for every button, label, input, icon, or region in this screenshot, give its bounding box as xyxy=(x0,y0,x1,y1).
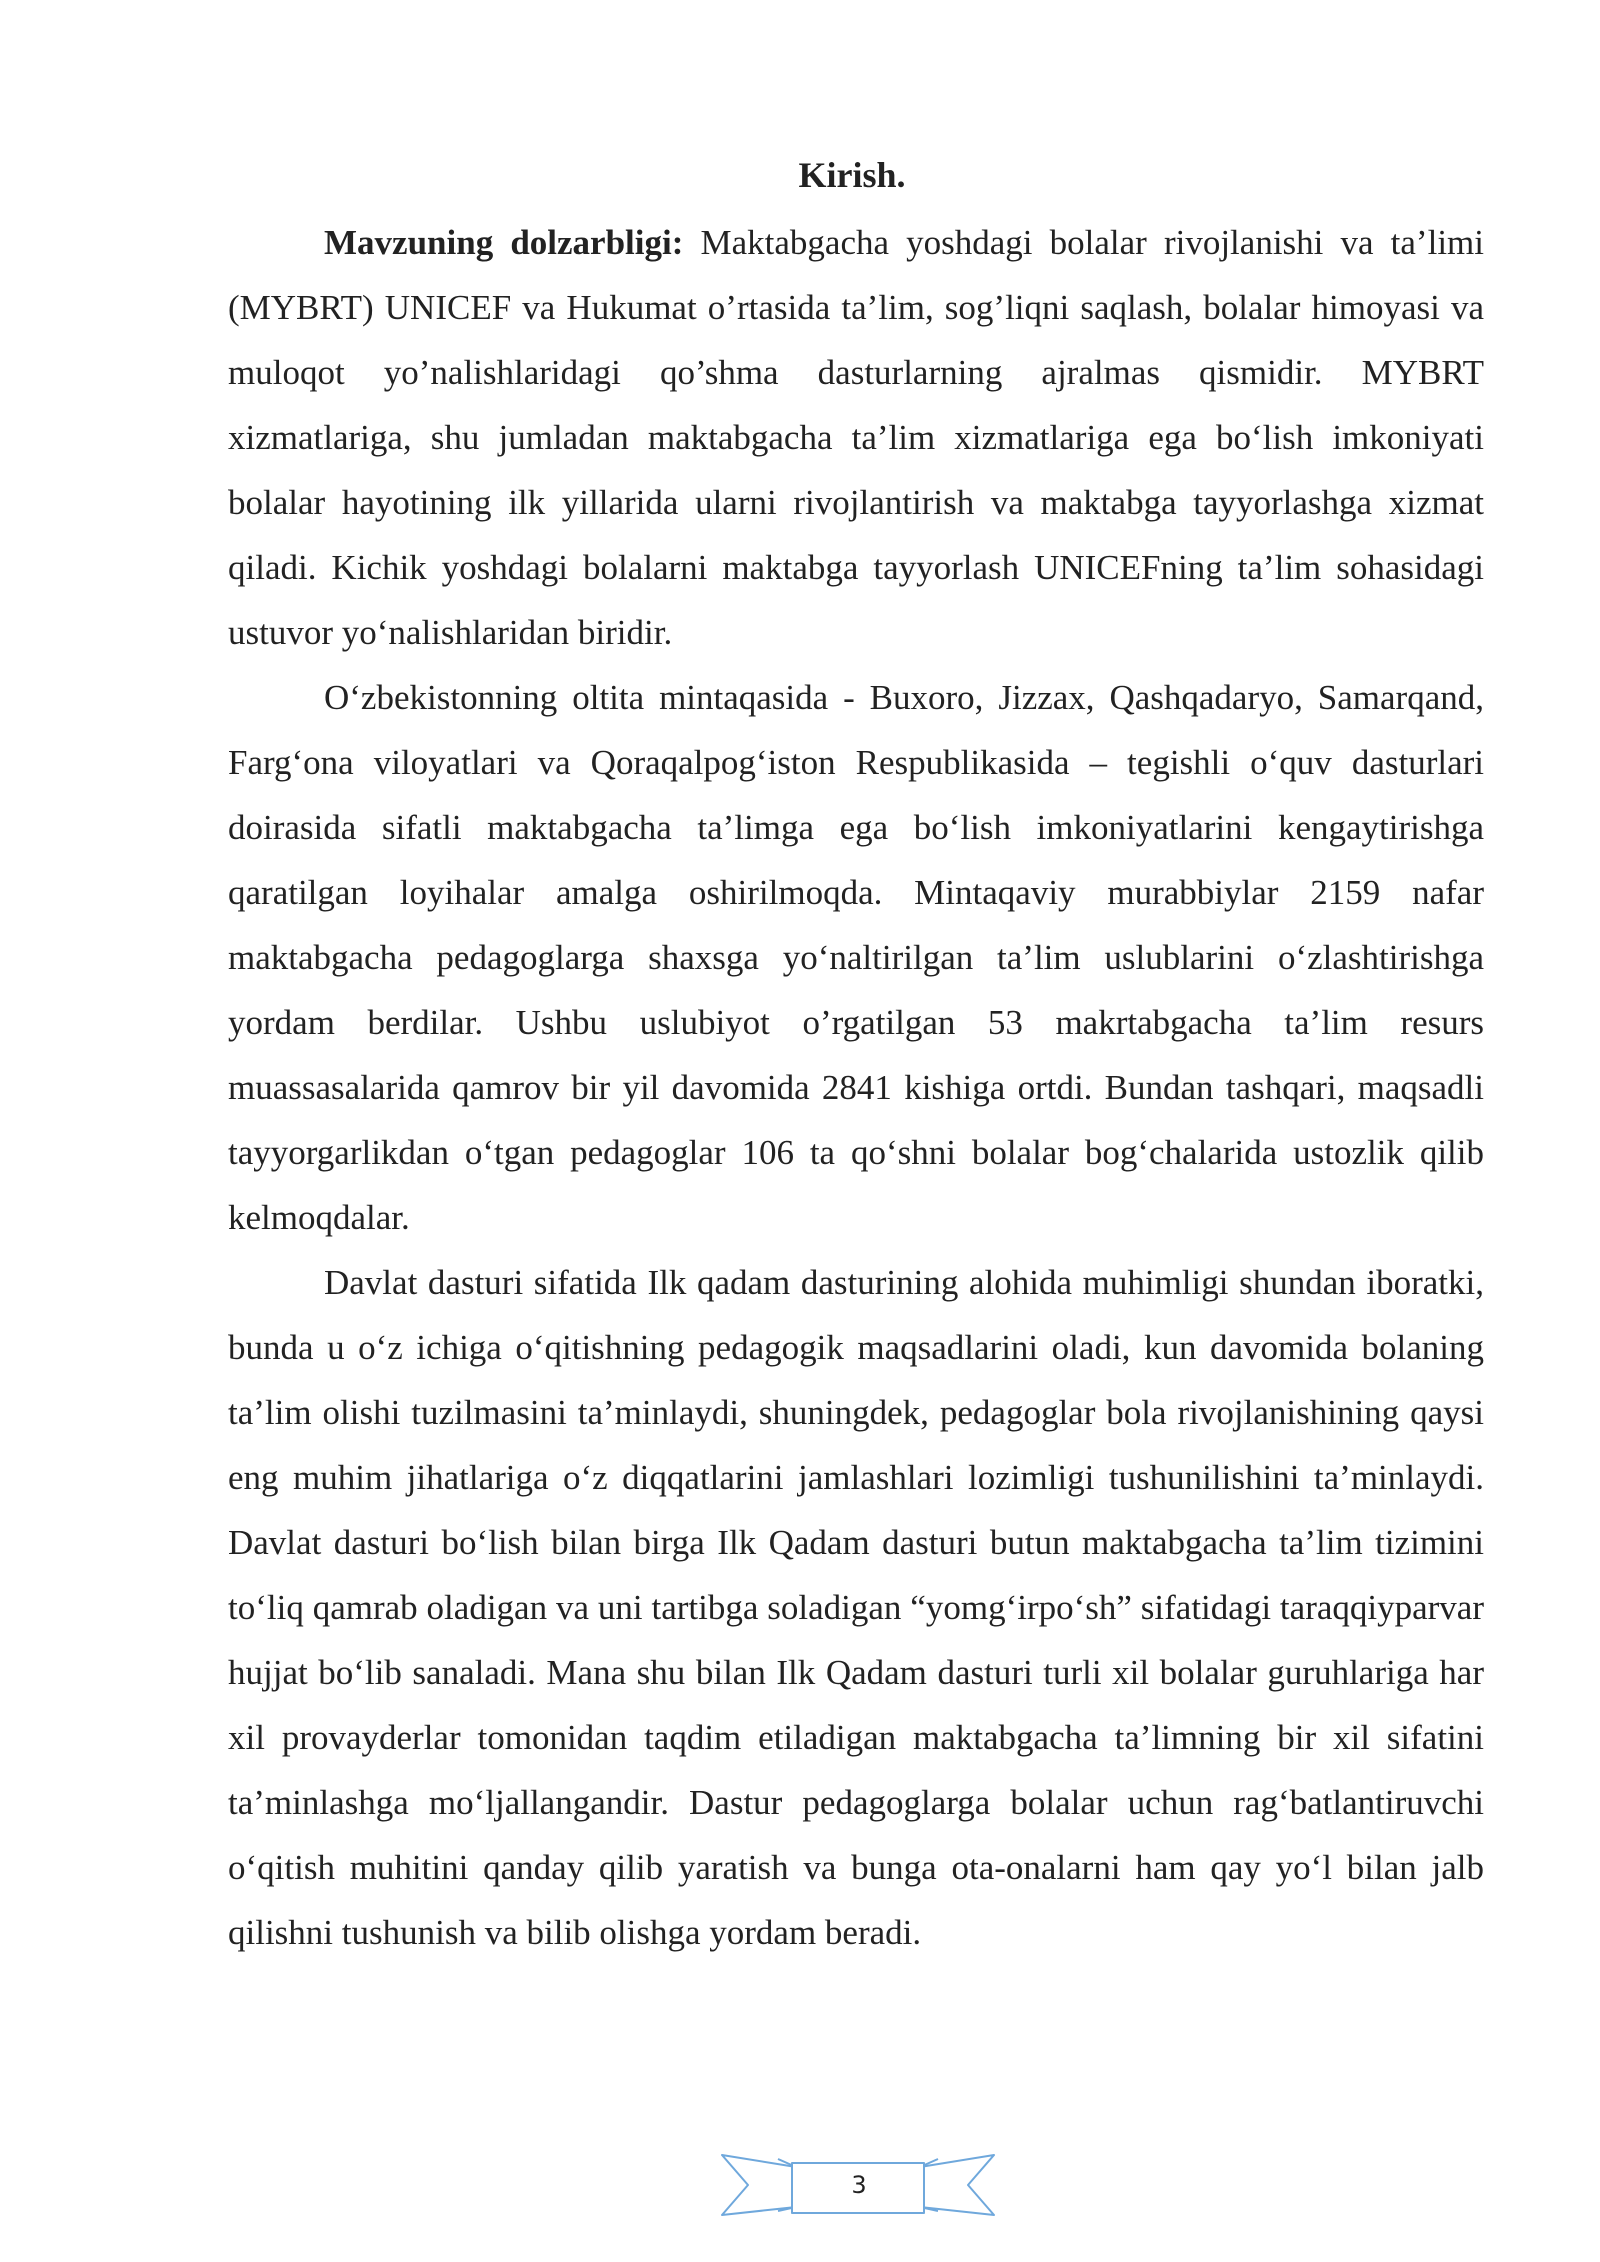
page-number: 3 xyxy=(851,2171,867,2199)
body-text xyxy=(228,210,1484,1965)
paragraph-text: Maktabgacha yoshdagi bolalar rivojlanishi va ta’limi (MYBRT) UNICEF va Hukumat o’rtasida ta’lim, sog’liqni saqlash, bolalar himoyasi va muloqot yo’nalishlaridagi qo’shma dasturlarning ajralmas qismidir. MYBRT xizmatlariga, shu jumladan maktabgacha ta’lim xizmatlariga ega bo‘lish imkoniyati bolalar hayotining ilk yillarida ularni rivojlantirish va maktabga tayyorlashga xizmat qiladi. Kichik yoshdagi bolalarni maktabga tayyorlash UNICEFning ta’lim sohasidagi ustuvor yo‘nalishlaridan biridir. xyxy=(228,223,1484,652)
paragraph-program: Davlat dasturi sifatida Ilk qadam dasturining alohida muhimligi shundan iboratki, bunda u o‘z ichiga o‘qitishning pedagogik maqsadlarini oladi, kun davomida bolaning ta’lim olishi tuzilmasini ta’minlaydi, shuningdek, pedagoglar bola rivojlanishining qaysi eng muhim jihatlariga o‘z diqqatlarini jamlashlari lozimligi tushunilishini ta’minlaydi. Davlat dasturi bo‘lish bilan birga Ilk Qadam dasturi butun maktabgacha ta’lim tizimini to‘liq qamrab oladigan va uni tartibga soladigan “yomg‘irpo‘sh” sifatidagi taraqqiyparvar hujjat bo‘lib sanaladi. Mana shu bilan Ilk Qadam dasturi turli xil bolalar guruhlariga har xil provayderlar tomonidan taqdim etiladigan maktabgacha ta’limning bir xil sifatini ta’minlashga mo‘ljallangandir. Dastur pedagoglarga bolalar uchun rag‘batlantiruvchi o‘qitish muhitini qanday qilib yaratish va bunga ota-onalarni ham qay yo‘l bilan jalb qilishni tushunish va bilib olishga yordam beradi. xyxy=(228,1263,1484,1952)
paragraph-regions: O‘zbekistonning oltita mintaqasida - Buxoro, Jizzax, Qashqadaryo, Samarqand, Farg‘ona viloyatlari va Qoraqalpog‘iston Respublikasida – tegishli o‘quv dasturlari doirasida sifatli maktabgacha ta’limga ega bo‘lish imkoniyatlarini kengaytirishga qaratilgan loyihalar amalga oshirilmoqda. Mintaqaviy murabbiylar 2159 nafar maktabgacha pedagoglarga shaxsga yo‘naltirilgan ta’lim uslublarini o‘zlashtirishga yordam berdilar. Ushbu uslubiyot o’rgatilgan 53 makrtabgacha ta’lim resurs muassasalarida qamrov bir yil davomida 2841 kishiga ortdi. Bundan tashqari, maqsadli tayyorgarlikdan o‘tgan pedagoglar 106 ta qo‘shni bolalar bog‘chalarida ustozlik qilib kelmoqdalar. xyxy=(228,678,1484,1237)
paragraph-relevance xyxy=(228,210,1484,665)
paragraph-lead: Mavzuning dolzarbligi: xyxy=(324,223,684,262)
section-title: Kirish. xyxy=(798,155,906,195)
